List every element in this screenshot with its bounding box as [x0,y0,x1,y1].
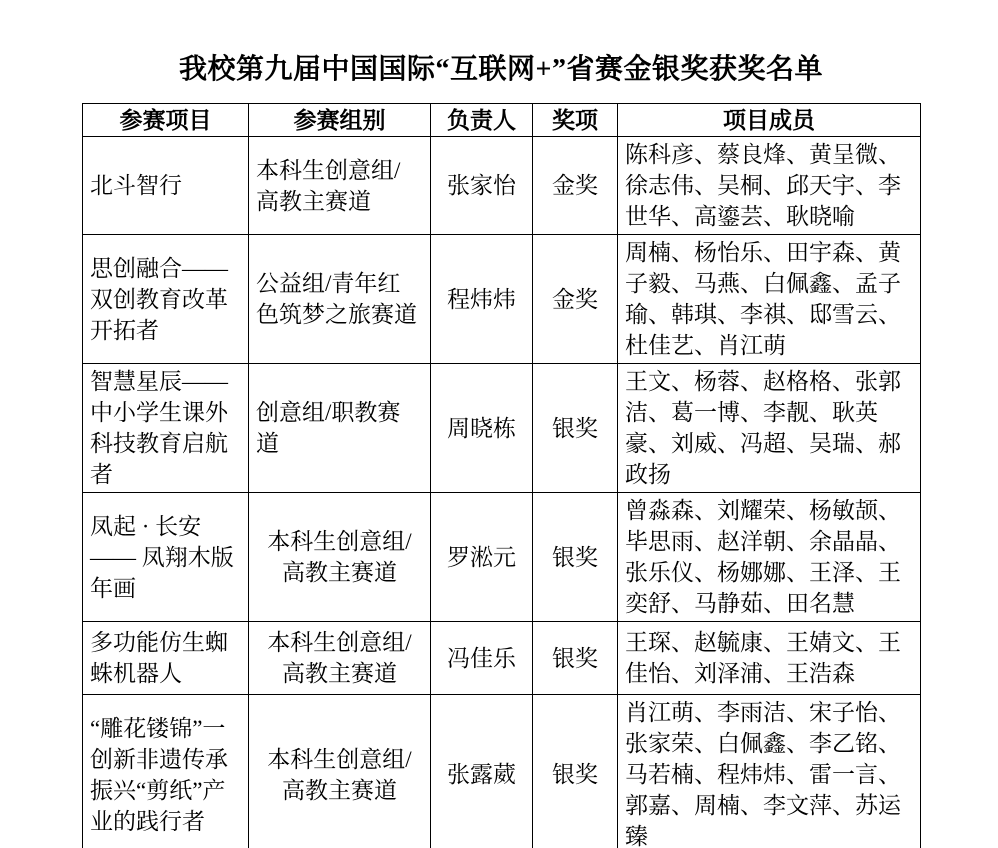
cell-group: 本科生创意组/高教主赛道 [249,695,431,848]
cell-members: 陈科彦、蔡良烽、黄呈微、徐志伟、吴桐、邱天宇、李世华、高鎏芸、耿晓喻 [618,137,921,235]
table-row [83,622,921,695]
table-row [83,695,921,848]
cell-project: 凤起 · 长安—— 凤翔木版年画 [83,493,249,622]
cell-members: 王文、杨蓉、赵格格、张郭洁、葛一博、李靓、耿英豪、刘威、冯超、吴瑞、郝政扬 [618,364,921,493]
awards-table [82,103,921,848]
table-row [83,493,921,622]
cell-members: 周楠、杨怡乐、田宇森、黄子毅、马燕、白佩鑫、孟子瑜、韩琪、李祺、邸雪云、杜佳艺、肖江萌 [618,235,921,364]
cell-members: 曾淼森、刘耀荣、杨敏颉、毕思雨、赵洋朝、余晶晶、张乐仪、杨娜娜、王泽、王奕舒、马静茹、田名慧 [618,493,921,622]
column-header-award: 奖项 [533,104,618,137]
column-header-leader: 负责人 [431,104,533,137]
cell-award: 金奖 [533,137,618,235]
cell-project: 北斗智行 [83,137,249,235]
table-header-row [83,104,921,137]
cell-project: “雕花镂锦”一创新非遗传承振兴“剪纸”产业的践行者 [83,695,249,848]
cell-award: 银奖 [533,695,618,848]
cell-group: 公益组/青年红色筑梦之旅赛道 [249,235,431,364]
column-header-project: 参赛项目 [83,104,249,137]
cell-members: 肖江萌、李雨洁、宋子怡、张家荣、白佩鑫、李乙铭、马若楠、程炜炜、雷一言、郭嘉、周楠、李文萍、苏运臻 [618,695,921,848]
column-header-members: 项目成员 [618,104,921,137]
table-row [83,235,921,364]
cell-leader: 冯佳乐 [431,622,533,695]
cell-award: 银奖 [533,493,618,622]
cell-award: 金奖 [533,235,618,364]
table-row [83,364,921,493]
cell-leader: 张家怡 [431,137,533,235]
document-title: 我校第九届中国国际“互联网+”省赛金银奖获奖名单 [179,54,823,85]
cell-award: 银奖 [533,622,618,695]
cell-leader: 周晓栋 [431,364,533,493]
cell-group: 本科生创意组/高教主赛道 [249,493,431,622]
cell-award: 银奖 [533,364,618,493]
cell-project: 思创融合——双创教育改革开拓者 [83,235,249,364]
table-row [83,137,921,235]
column-header-group: 参赛组别 [249,104,431,137]
cell-members: 王琛、赵毓康、王婧文、王佳怡、刘泽浦、王浩森 [618,622,921,695]
cell-group: 本科生创意组/高教主赛道 [249,137,431,235]
cell-leader: 罗淞元 [431,493,533,622]
cell-group: 创意组/职教赛道 [249,364,431,493]
cell-leader: 张露葳 [431,695,533,848]
cell-group: 本科生创意组/高教主赛道 [249,622,431,695]
cell-project: 智慧星辰——中小学生课外科技教育启航者 [83,364,249,493]
cell-project: 多功能仿生蜘蛛机器人 [83,622,249,695]
cell-leader: 程炜炜 [431,235,533,364]
